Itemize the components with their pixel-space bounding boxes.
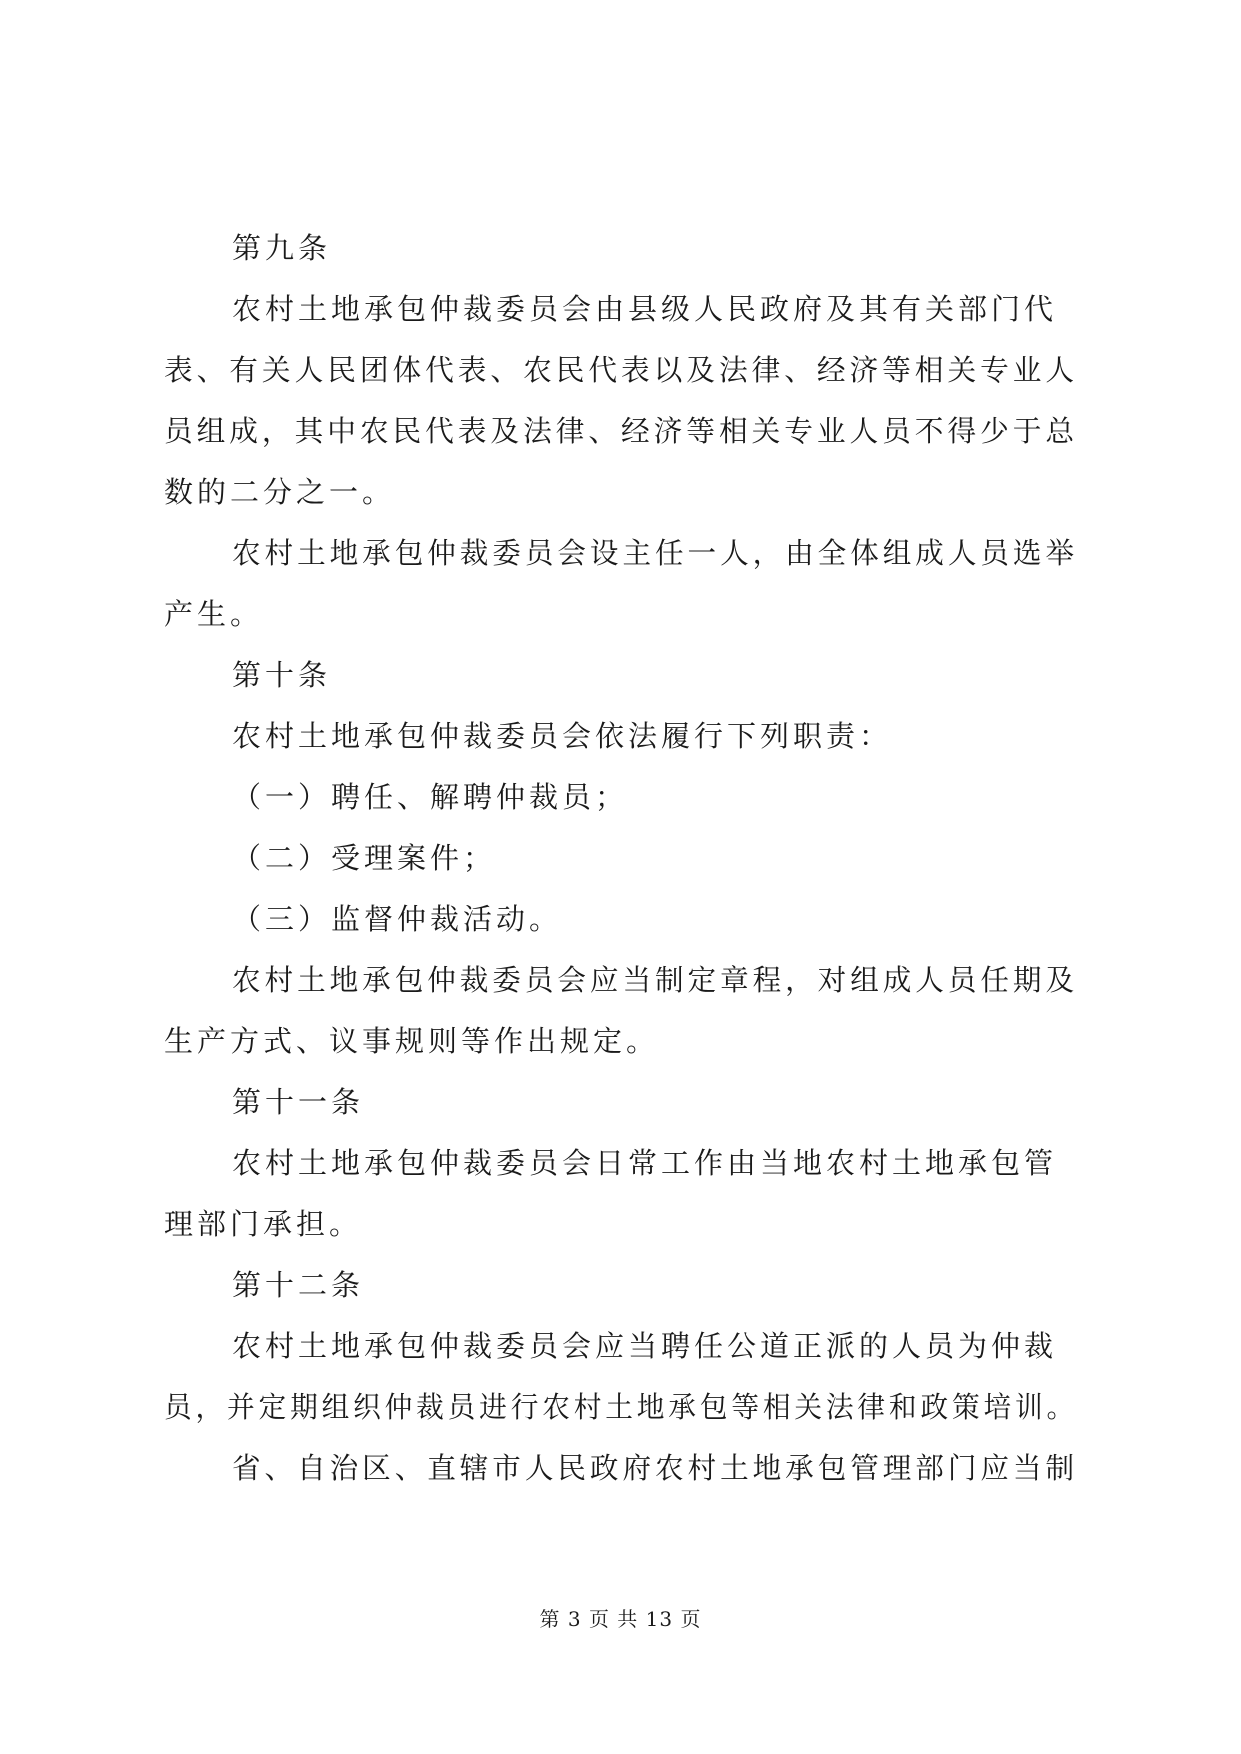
paragraph-line: 农村土地承包仲裁委员会日常工作由当地农村土地承包管 — [232, 1146, 1058, 1180]
paragraph-line: 数的二分之一。 — [164, 475, 396, 509]
paragraph-line: 理部门承担。 — [164, 1207, 363, 1241]
paragraph-line: 农村土地承包仲裁委员会应当聘任公道正派的人员为仲裁 — [232, 1329, 1058, 1363]
paragraph-line: 产生。 — [164, 597, 264, 631]
paragraph-line: 省、自治区、直辖市人民政府农村土地承包管理部门应当制 — [232, 1451, 1079, 1485]
paragraph-line: 农村土地承包仲裁委员会应当制定章程，对组成人员任期及 — [232, 963, 1079, 997]
paragraph-line: 生产方式、议事规则等作出规定。 — [164, 1024, 660, 1058]
article-heading-9: 第九条 — [232, 231, 332, 265]
paragraph-line: 农村土地承包仲裁委员会设主任一人，由全体组成人员选举 — [232, 536, 1079, 570]
paragraph-line: 表、有关人民团体代表、农民代表以及法律、经济等相关专业人 — [164, 353, 1079, 387]
paragraph-line: 农村土地承包仲裁委员会由县级人民政府及其有关部门代 — [232, 292, 1058, 326]
article-heading-11: 第十一条 — [232, 1085, 365, 1119]
paragraph-line: 员组成，其中农民代表及法律、经济等相关专业人员不得少于总 — [164, 414, 1079, 448]
list-item: （三）监督仲裁活动。 — [232, 902, 563, 936]
article-heading-12: 第十二条 — [232, 1268, 365, 1302]
paragraph-line: 农村土地承包仲裁委员会依法履行下列职责： — [232, 719, 893, 753]
paragraph-line: 员，并定期组织仲裁员进行农村土地承包等相关法律和政策培训。 — [164, 1390, 1079, 1424]
article-heading-10: 第十条 — [232, 658, 332, 692]
list-item: （一）聘任、解聘仲裁员； — [232, 780, 629, 814]
page-footer: 第 3 页 共 13 页 — [539, 1607, 702, 1631]
list-item: （二）受理案件； — [232, 841, 497, 875]
